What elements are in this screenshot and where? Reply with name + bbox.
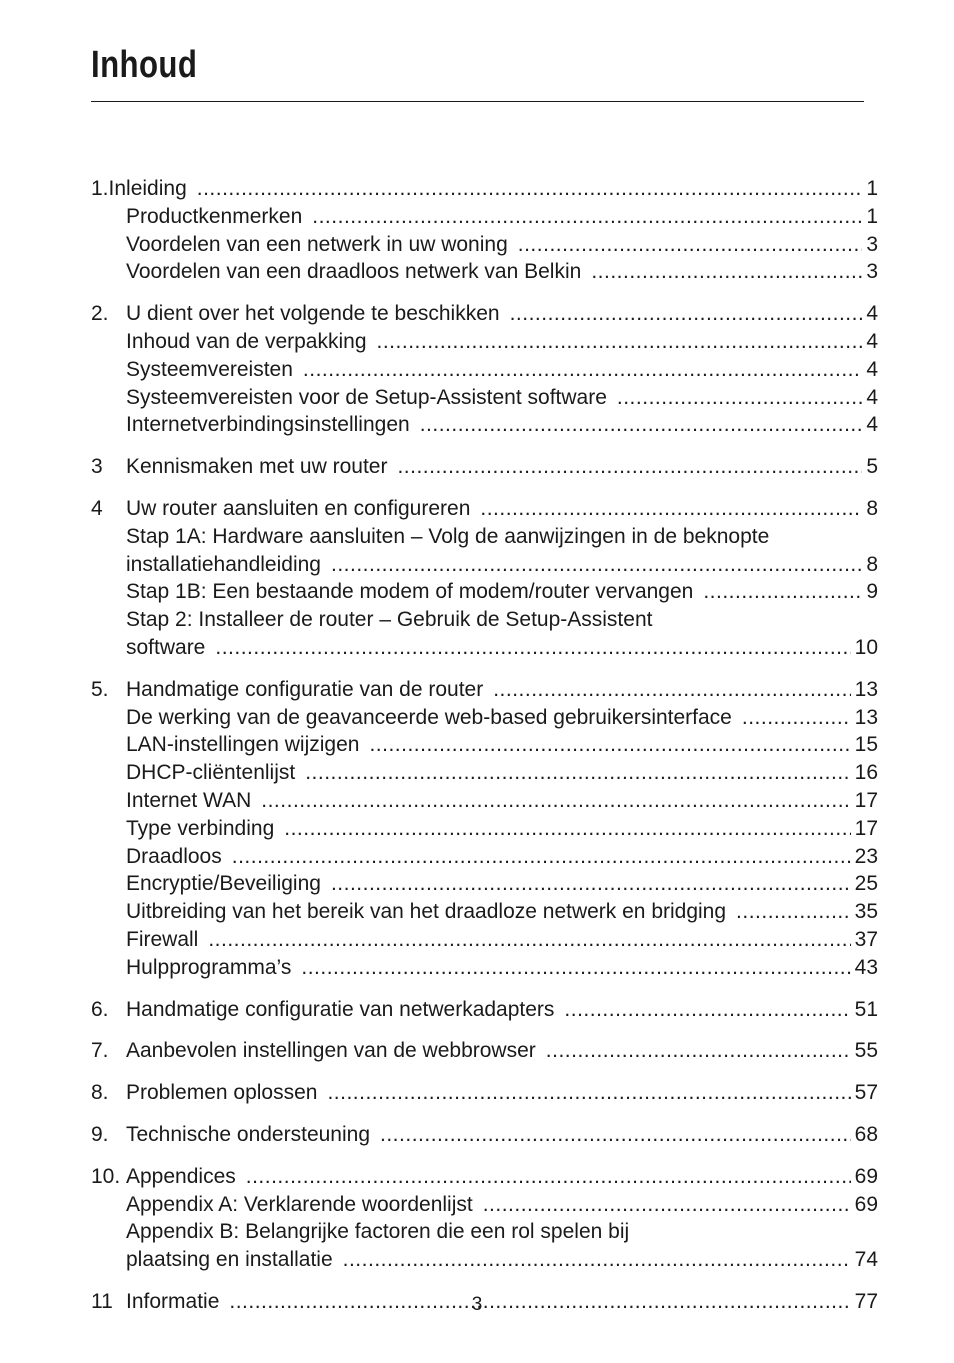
toc-subentry-title: installatiehandleiding xyxy=(126,552,321,576)
toc-subentry[interactable] xyxy=(91,523,878,551)
toc-subentry[interactable] xyxy=(91,815,878,843)
toc-section xyxy=(91,1163,878,1274)
dot-leader xyxy=(703,578,862,606)
toc-entry[interactable] xyxy=(91,1163,878,1191)
dot-leader xyxy=(246,1163,851,1191)
toc-subentry-page: 1 xyxy=(866,204,878,228)
page-title: Inhoud xyxy=(91,44,198,86)
toc-subentry[interactable] xyxy=(91,231,878,259)
toc-section xyxy=(91,495,878,662)
dot-leader xyxy=(215,634,850,662)
toc-subentry-page: 37 xyxy=(854,927,878,951)
toc-entry-title: Informatie xyxy=(126,1289,220,1313)
toc-subentry[interactable] xyxy=(91,634,878,662)
toc-entry[interactable] xyxy=(91,1121,878,1149)
toc-subentry[interactable] xyxy=(91,954,878,982)
toc-subentry[interactable] xyxy=(91,731,878,759)
toc-entry-title: Uw router aansluiten en configureren xyxy=(126,496,471,520)
toc-subentry-page: 4 xyxy=(866,357,878,381)
toc-subentry-page: 16 xyxy=(854,761,878,785)
toc-subentry[interactable] xyxy=(91,704,878,732)
toc-subentry-title: Productkenmerken xyxy=(126,204,303,228)
toc-subentry-page: 8 xyxy=(866,552,878,576)
toc-entry-number: 8. xyxy=(91,1081,109,1105)
toc-subentry[interactable] xyxy=(91,551,878,579)
dot-leader xyxy=(480,495,862,523)
toc-section xyxy=(91,175,878,286)
toc-subentry-title: Firewall xyxy=(126,927,199,951)
toc-subentry[interactable] xyxy=(91,328,878,356)
toc-subentry-title: LAN-instellingen wijzigen xyxy=(126,733,360,757)
dot-leader xyxy=(510,300,863,328)
toc-entry-title: Kennismaken met uw router xyxy=(126,455,388,479)
table-of-contents xyxy=(91,175,878,1330)
dot-leader xyxy=(303,356,862,384)
toc-subentry[interactable] xyxy=(91,258,878,286)
toc-subentry-title: Internetverbindingsinstellingen xyxy=(126,413,410,437)
toc-subentry-title: Hulpprogramma’s xyxy=(126,955,292,979)
toc-entry-number: 4 xyxy=(91,496,103,520)
toc-entry-title: Technische ondersteuning xyxy=(126,1122,371,1146)
dot-leader xyxy=(197,175,863,203)
toc-subentry-page: 13 xyxy=(854,705,878,729)
toc-subentry-title: Type verbinding xyxy=(126,816,275,840)
toc-section xyxy=(91,300,878,439)
toc-subentry-title: plaatsing en installatie xyxy=(126,1248,333,1272)
toc-subentry-page: 3 xyxy=(866,260,878,284)
dot-leader xyxy=(617,384,862,412)
toc-subentry-title: Voordelen van een netwerk in uw woning xyxy=(126,232,508,256)
dot-leader xyxy=(261,787,850,815)
toc-subentry[interactable] xyxy=(91,203,878,231)
page-number: 3 xyxy=(471,1294,483,1315)
toc-subentry-title: Encryptie/Beveiliging xyxy=(126,872,321,896)
toc-entry[interactable] xyxy=(91,1079,878,1107)
dot-leader xyxy=(377,328,863,356)
toc-entry-page: 68 xyxy=(854,1122,878,1146)
toc-subentry-title: Systeemvereisten xyxy=(126,357,293,381)
toc-subentry-title: Uitbreiding van het bereik van het draadloze netwerk en bridging xyxy=(126,900,727,924)
toc-entry-page: 77 xyxy=(854,1289,878,1313)
toc-subentry-page: 69 xyxy=(854,1192,878,1216)
toc-entry-title: Handmatige configuratie van de router xyxy=(126,677,484,701)
toc-subentry-title: Draadloos xyxy=(126,844,222,868)
toc-entry[interactable] xyxy=(91,175,878,203)
dot-leader xyxy=(208,926,850,954)
dot-leader xyxy=(305,759,850,787)
dot-leader xyxy=(301,954,850,982)
toc-subentry-page: 4 xyxy=(866,413,878,437)
dot-leader xyxy=(564,996,850,1024)
toc-entry-title: Appendices xyxy=(126,1164,236,1188)
toc-entry-number: 7. xyxy=(91,1039,109,1063)
toc-subentry-title: De werking van de geavanceerde web-based gebruikersinterface xyxy=(126,705,732,729)
toc-subentry[interactable] xyxy=(91,411,878,439)
dot-leader xyxy=(331,870,851,898)
toc-entry[interactable] xyxy=(91,453,878,481)
toc-subentry-page: 23 xyxy=(854,844,878,868)
toc-entry-page: 55 xyxy=(854,1039,878,1063)
toc-subentry[interactable] xyxy=(91,384,878,412)
toc-section xyxy=(91,676,878,982)
toc-subentry-page: 17 xyxy=(854,788,878,812)
dot-leader xyxy=(380,1121,851,1149)
dot-leader xyxy=(518,231,863,259)
toc-entry-number: 10. xyxy=(91,1164,121,1188)
dot-leader xyxy=(331,551,862,579)
toc-entry-page: 13 xyxy=(854,677,878,701)
dot-leader xyxy=(343,1246,851,1274)
toc-subentry-page: 9 xyxy=(866,580,878,604)
toc-subentry-title: Stap 2: Installeer de router – Gebruik de Setup-Assistent xyxy=(126,608,653,632)
toc-subentry[interactable] xyxy=(91,870,878,898)
dot-leader xyxy=(232,843,851,871)
toc-subentry[interactable] xyxy=(91,1218,878,1246)
toc-subentry-title: Appendix B: Belangrijke factoren die een rol spelen bij xyxy=(126,1220,630,1244)
dot-leader xyxy=(420,411,863,439)
dot-leader xyxy=(493,676,850,704)
toc-entry-page: 51 xyxy=(854,997,878,1021)
toc-entry[interactable] xyxy=(91,495,878,523)
toc-section xyxy=(91,1079,878,1107)
toc-entry-number: 11 xyxy=(91,1289,113,1313)
toc-subentry-page: 10 xyxy=(854,635,878,659)
toc-section xyxy=(91,996,878,1024)
toc-entry-number: 2. xyxy=(91,302,109,326)
toc-entry-number: 5. xyxy=(91,677,109,701)
toc-entry-title: U dient over het volgende te beschikken xyxy=(126,302,500,326)
toc-subentry[interactable] xyxy=(91,926,878,954)
toc-subentry-title: Systeemvereisten voor de Setup-Assistent software xyxy=(126,385,607,409)
toc-entry[interactable] xyxy=(91,300,878,328)
toc-subentry-title: Appendix A: Verklarende woordenlijst xyxy=(126,1192,473,1216)
toc-entry-title: Inleiding xyxy=(108,177,187,200)
toc-section xyxy=(91,453,878,481)
toc-subentry[interactable] xyxy=(91,843,878,871)
toc-entry-page: 5 xyxy=(866,455,878,479)
dot-leader xyxy=(591,258,862,286)
toc-subentry-page: 4 xyxy=(866,385,878,409)
dot-leader xyxy=(369,731,850,759)
toc-subentry[interactable] xyxy=(91,1191,878,1219)
dot-leader xyxy=(742,704,851,732)
toc-subentry[interactable] xyxy=(91,898,878,926)
toc-entry-page: 57 xyxy=(854,1081,878,1105)
dot-leader xyxy=(736,898,851,926)
toc-subentry-title: software xyxy=(126,635,206,659)
toc-entry[interactable] xyxy=(91,1037,878,1065)
toc-subentry-page: 25 xyxy=(854,872,878,896)
toc-subentry-title: Inhoud van de verpakking xyxy=(126,329,367,353)
dot-leader xyxy=(397,453,862,481)
toc-entry-page: 8 xyxy=(866,496,878,520)
dot-leader xyxy=(483,1191,851,1219)
toc-entry-page: 4 xyxy=(866,302,878,326)
toc-subentry[interactable] xyxy=(91,1246,878,1274)
toc-subentry[interactable] xyxy=(91,606,878,634)
toc-subentry[interactable] xyxy=(91,578,878,606)
toc-entry[interactable] xyxy=(91,996,878,1024)
toc-subentry-title: Voordelen van een draadloos netwerk van Belkin xyxy=(126,260,582,284)
toc-entry-title: Aanbevolen instellingen van de webbrowser xyxy=(126,1039,536,1063)
toc-subentry[interactable] xyxy=(91,787,878,815)
toc-subentry-page: 3 xyxy=(866,232,878,256)
toc-section xyxy=(91,1037,878,1065)
dot-leader xyxy=(546,1037,851,1065)
toc-subentry[interactable] xyxy=(91,356,878,384)
toc-entry-title: Problemen oplossen xyxy=(126,1081,318,1105)
title-divider xyxy=(91,101,864,102)
dot-leader xyxy=(312,203,862,231)
toc-subentry-page: 74 xyxy=(854,1248,878,1272)
toc-entry-page: 1 xyxy=(866,177,878,200)
toc-entry[interactable] xyxy=(91,676,878,704)
toc-subentry-title: Stap 1A: Hardware aansluiten – Volg de aanwijzingen in de beknopte xyxy=(126,524,770,548)
dot-leader xyxy=(284,815,850,843)
toc-entry-number: 3 xyxy=(91,455,103,479)
toc-subentry-page: 35 xyxy=(854,900,878,924)
toc-section xyxy=(91,1121,878,1149)
dot-leader xyxy=(327,1079,850,1107)
toc-entry-title: Handmatige configuratie van netwerkadapters xyxy=(126,997,555,1021)
toc-subentry-page: 43 xyxy=(854,955,878,979)
toc-subentry-page: 4 xyxy=(866,329,878,353)
toc-entry-number: 6. xyxy=(91,997,109,1021)
toc-subentry-title: Internet WAN xyxy=(126,788,252,812)
toc-entry-number: 9. xyxy=(91,1122,109,1146)
toc-subentry[interactable] xyxy=(91,759,878,787)
toc-entry-number: 1. xyxy=(91,177,109,200)
toc-subentry-title: Stap 1B: Een bestaande modem of modem/router vervangen xyxy=(126,580,694,604)
toc-subentry-page: 15 xyxy=(854,733,878,757)
toc-subentry-page: 17 xyxy=(854,816,878,840)
toc-subentry-title: DHCP-cliëntenlijst xyxy=(126,761,296,785)
toc-entry-page: 69 xyxy=(854,1164,878,1188)
